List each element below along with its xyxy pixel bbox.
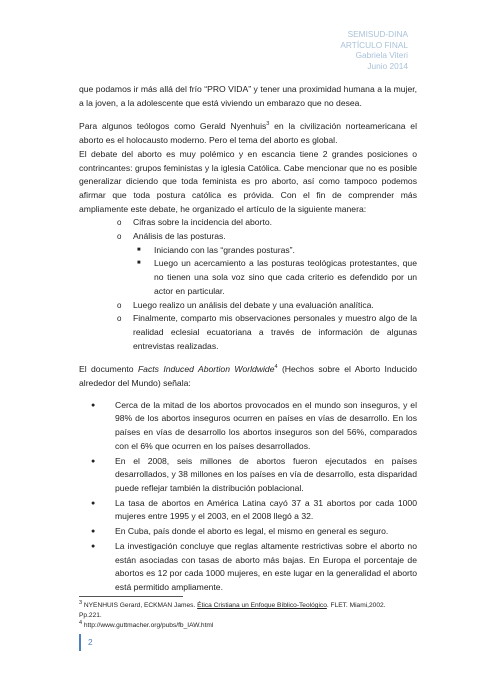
paragraph-nyenhuis	[79, 120, 417, 147]
paragraph-text: en la civilización norteamericana el aborto es el holocausto moderno. Pero el tema del aborto es global.	[79, 121, 417, 146]
paragraph-text: (Hechos sobre el Aborto Inducido alrededor del Mundo) señala:	[79, 364, 418, 389]
outline-item-label: Análisis de las posturas.	[133, 231, 226, 242]
outline-item: o Cifras sobre la incidencia del aborto.	[79, 216, 417, 230]
page-number: 2	[88, 637, 93, 647]
facts-list	[79, 399, 417, 595]
footnote-ref-4[interactable]: 4	[274, 364, 278, 371]
header-project: SEMISUD-DINA	[347, 29, 408, 39]
footnote-3	[79, 601, 409, 621]
footnote-ref-3[interactable]: 3	[266, 121, 270, 128]
fact-item: ● En el 2008, seis millones de abortos fueron ejecutados en países desarrollados, y 38 millones en los países en vía de desarrollo, esta disparidad puede reflejar también la distribución poblacional.	[79, 455, 417, 496]
paragraph-text: El documento	[79, 364, 138, 375]
footnote-text: NYENHUIS Gerard, ECKMAN James.	[82, 602, 198, 609]
fact-item: ● En Cuba, país donde el aborto es legal, el mismo en general es seguro.	[79, 525, 417, 539]
fact-item: ● Cerca de la mitad de los abortos provocados en el mundo son inseguros, y el 98% de los abortos inseguros ocurren en países en vías de desarrollo. En los países en vías de desarrollo los abortos inseguros son del 56%, comparados con el 6% que ocurren en los países desarrollados.	[79, 399, 417, 454]
page-body	[79, 83, 417, 596]
paragraph-debate: El debate del aborto es muy polémico y en escancia tiene 2 grandes posiciones o contrincantes: grupos feministas y la iglesia Católica. Cabe mencionar que no es posible generalizar diciendo que toda feminista es pro aborto, así como tampoco podemos afirmar que toda postura católica es próvida. Con el fin de comprender más ampliamente este debate, he organizado el artículo de la siguiente manera:	[79, 148, 417, 214]
header-date: Junio 2014	[367, 60, 408, 71]
fact-item: ● La investigación concluye que reglas altamente restrictivas sobre el aborto no están asociadas con tasas de aborto más bajas. En Europa el porcentaje de abortos es 12 por cada 1000 mujeres, en este lugar en la generalidad el aborto está permitido ampliamente.	[79, 540, 417, 595]
footnote-number: 4	[79, 619, 83, 626]
paragraph-facts-intro	[79, 363, 417, 390]
paragraph-intro: que podamos ir más allá del frío “PRO VIDA” y tener una proximidad humana a la mujer, a la joven, a la adolescente que está viviendo un embarazo que no desea.	[79, 84, 417, 108]
page-number-bar	[79, 634, 81, 651]
fact-item: ● La tasa de abortos en América Latina cayó 37 a 31 abortos por cada 1000 mujeres entre 1995 y el 2003, en el 2008 llegó a 32.	[79, 497, 417, 524]
footnote-separator	[79, 596, 183, 597]
article-outline	[79, 216, 417, 243]
outline-item: o Luego realizo un análisis del debate y una evaluación analítica.	[79, 299, 417, 313]
outline-item	[79, 230, 417, 244]
footnote-number: 3	[79, 599, 83, 606]
footnote-book-title: Ética Cristiana un Enfoque Bíblico-Teológico	[197, 602, 327, 609]
footnote-4	[79, 621, 409, 631]
outline-subitem: ■ Luego un acercamiento a las posturas teológicas protestantes, que no tienen una sola voz sino que cada criterio es defendido por un actor en particular.	[79, 257, 417, 298]
outline-item: o Finalmente, comparto mis observaciones personales y muestro algo de la realidad eclesial ecuatoriana a través de información de algunas entrevistas realizadas.	[79, 312, 417, 353]
footnotes	[79, 601, 409, 631]
paragraph-text: Para algunos teólogos como Gerald Nyenhuis	[79, 121, 267, 132]
article-outline-continued	[79, 299, 417, 354]
header-author: Gabriela Viteri	[355, 50, 408, 61]
footnote-url[interactable]: http://www.guttmacher.org/pubs/fb_IAW.html	[82, 622, 214, 629]
running-header	[340, 29, 408, 71]
outline-subitem: ■ Iniciando con las “grandes posturas”.	[79, 244, 417, 258]
document-title: Facts Induced Abortion Worldwide	[137, 364, 275, 375]
outline-sublist	[79, 244, 417, 299]
footnote-text: . FLET. Miami,2002. Pp.221.	[79, 602, 386, 619]
header-doc-type: ARTÍCULO FINAL	[340, 39, 408, 50]
